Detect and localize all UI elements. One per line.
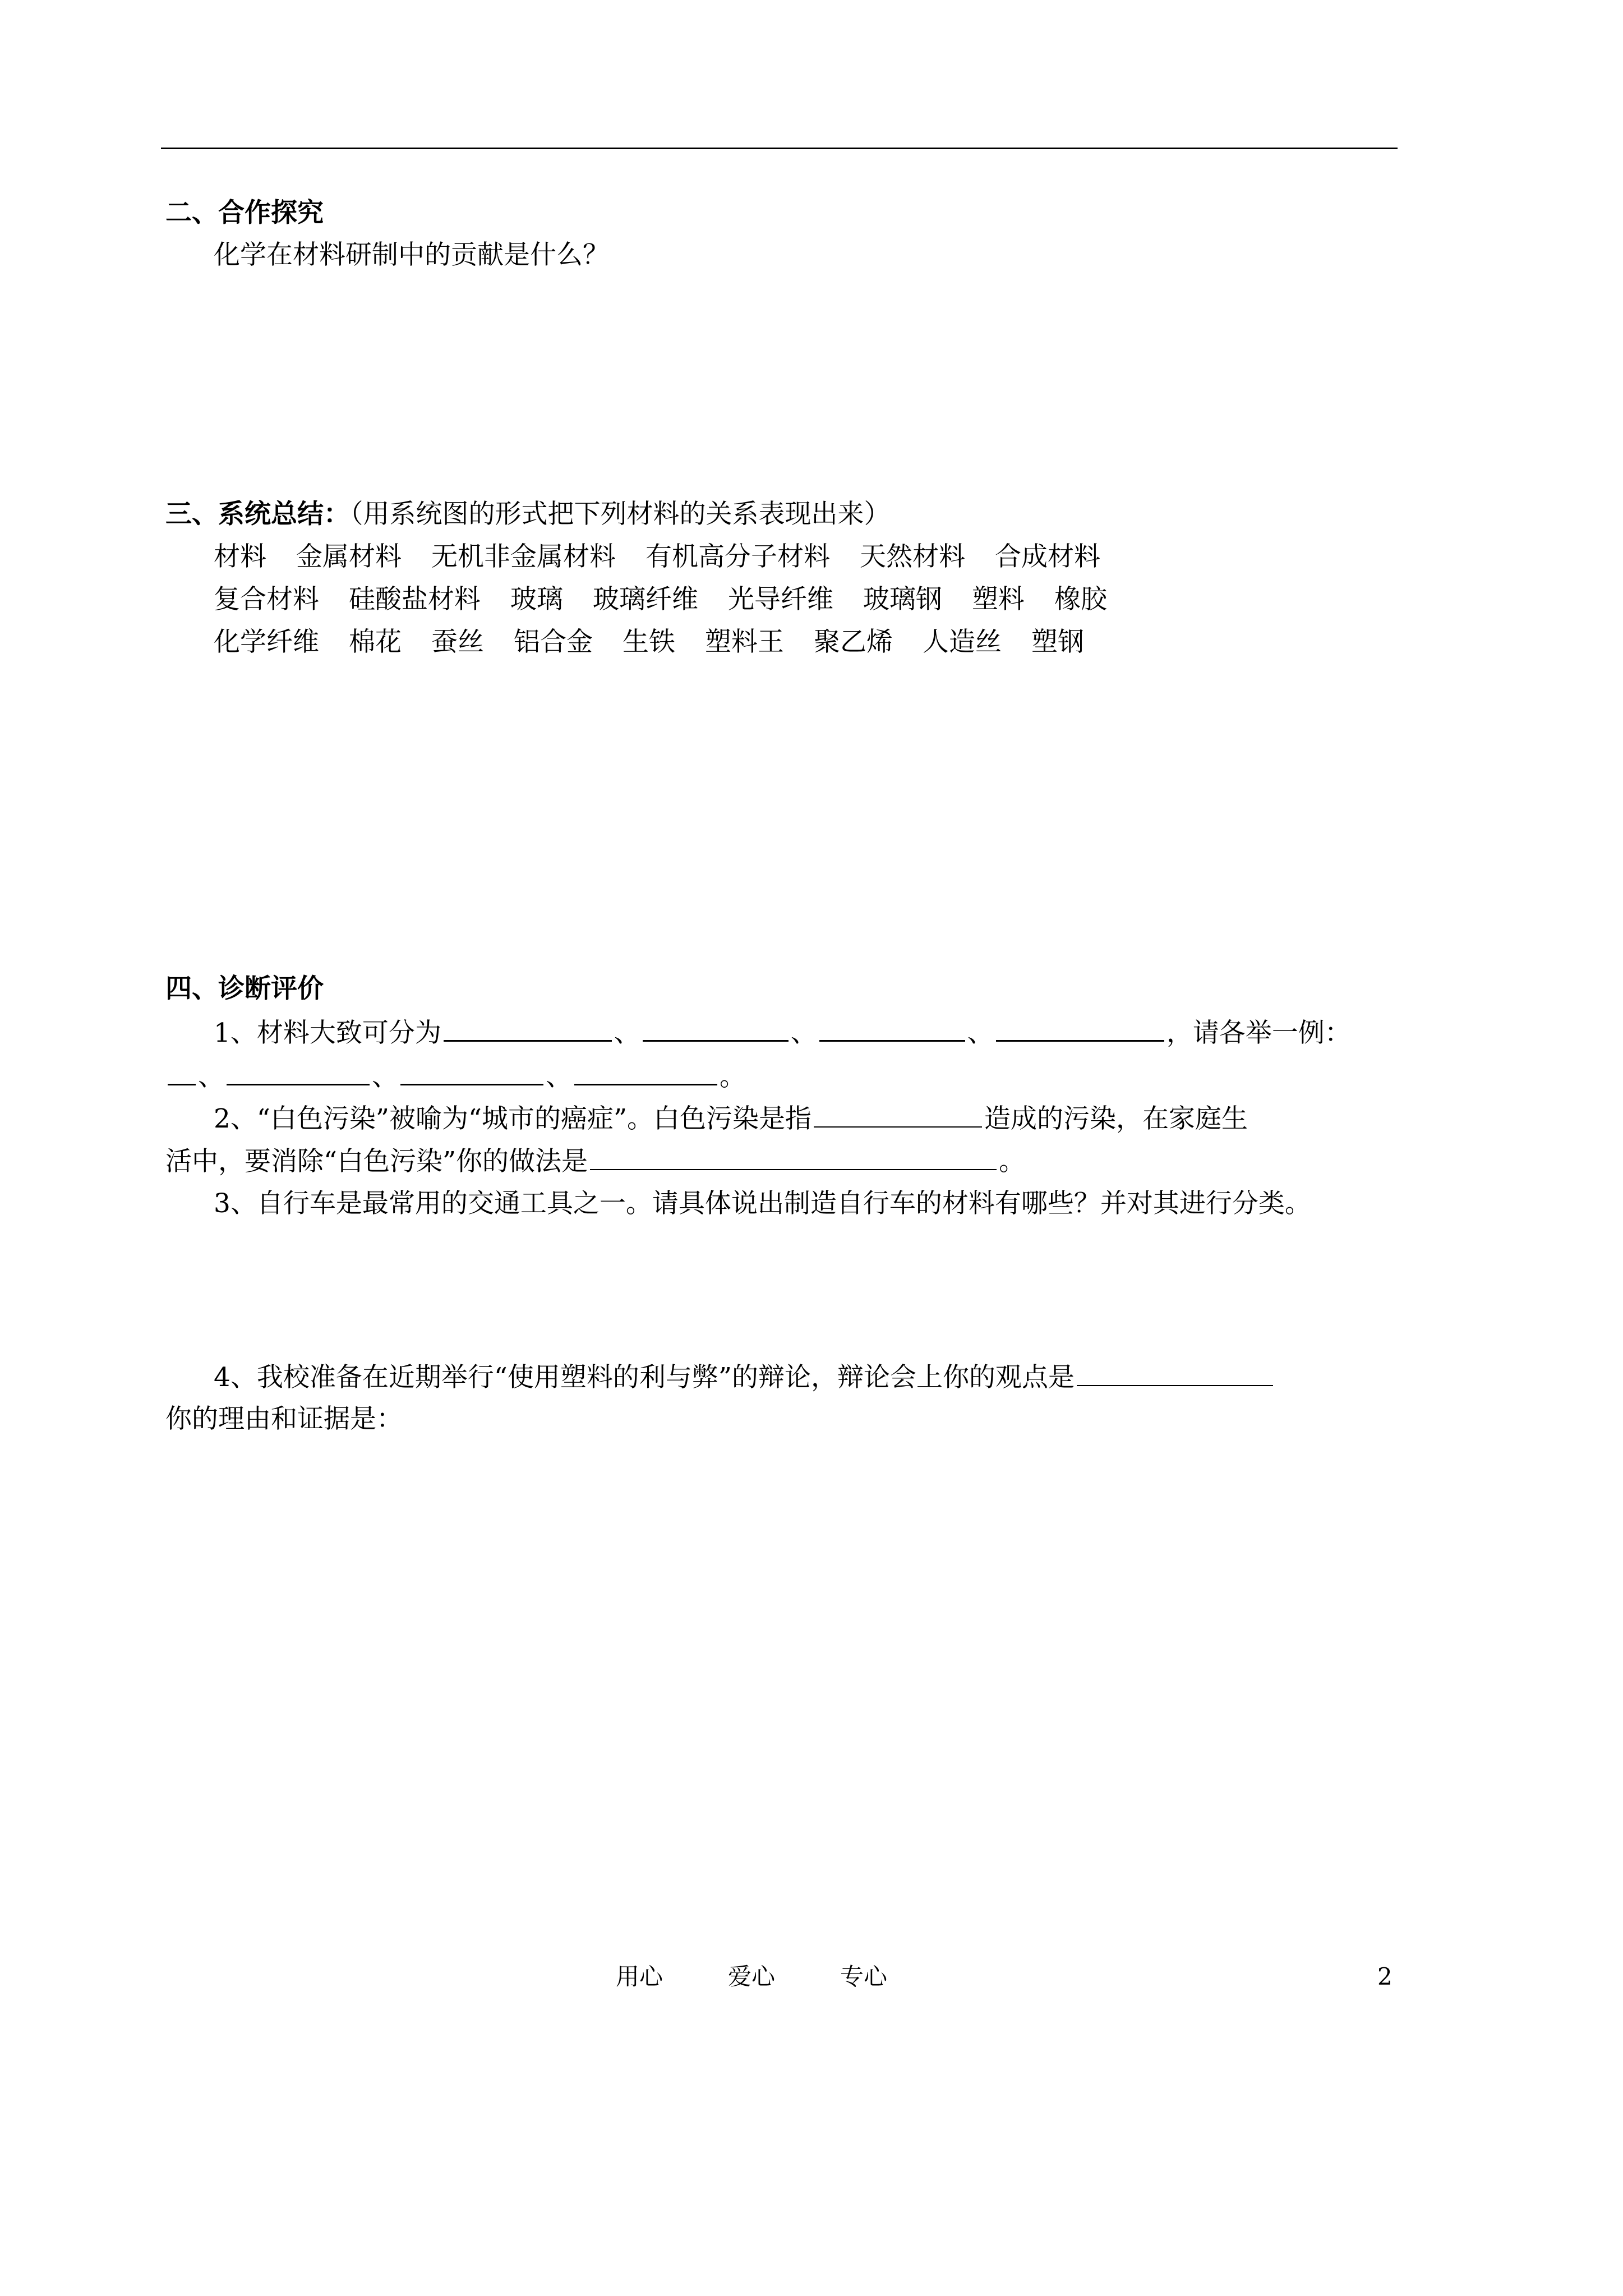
question-2-line-1 (214, 1102, 1248, 1136)
question-4-line-2: 你的理由和证据是： (165, 1404, 403, 1434)
answer-blank[interactable] (444, 1015, 612, 1042)
material-term: 合成材料 (995, 541, 1100, 572)
material-term: 无机非金属材料 (431, 541, 616, 572)
separator: 、 (614, 1018, 640, 1048)
material-term: 铝合金 (514, 627, 593, 657)
material-term: 棉花 (349, 627, 402, 657)
section4-heading: 四、诊断评价 (165, 973, 324, 1004)
header-rule (161, 148, 1398, 149)
material-term: 硅酸盐材料 (349, 584, 481, 615)
question-1-line-2 (165, 1059, 746, 1094)
separator: 、 (790, 1018, 817, 1048)
material-term: 塑料 (972, 584, 1025, 615)
q1-prefix: 1、材料大致可分为 (214, 1018, 441, 1048)
question-4-line-1 (214, 1360, 1275, 1395)
answer-blank[interactable] (574, 1059, 717, 1085)
material-term: 玻璃纤维 (593, 584, 698, 615)
footer-item: 专心 (840, 1963, 888, 1990)
footer-item: 用心 (616, 1963, 663, 1990)
material-term: 有机高分子材料 (645, 541, 830, 572)
page-number: 2 (1377, 1963, 1393, 1990)
section3-heading: 三、系统总结： (165, 499, 350, 530)
answer-blank[interactable] (400, 1059, 543, 1085)
section2-question: 化学在材料研制中的贡献是什么？ (214, 240, 609, 270)
material-term: 塑料王 (705, 627, 784, 657)
answer-blank[interactable] (168, 1059, 196, 1085)
answer-blank[interactable] (227, 1059, 370, 1085)
section3-note: （用系统图的形式把下列材料的关系表现出来） (350, 499, 891, 530)
answer-blank[interactable] (643, 1015, 789, 1042)
material-term: 化学纤维 (214, 627, 319, 657)
material-term: 金属材料 (296, 541, 402, 572)
question-3: 3、自行车是最常用的交通工具之一。请具体说出制造自行车的材料有哪些？并对其进行分类。 (214, 1188, 1311, 1219)
question-1-line-1 (214, 1015, 1351, 1050)
material-term: 橡胶 (1054, 584, 1107, 615)
material-term: 生铁 (623, 627, 675, 657)
q2-mid: 造成的污染，在家庭生 (984, 1103, 1248, 1134)
answer-blank[interactable] (814, 1102, 982, 1128)
materials-row-3 (214, 625, 1114, 659)
q4-text: 4、我校准备在近期举行“使用塑料的利与弊”的辩论，辩论会上你的观点是 (214, 1362, 1075, 1393)
section3-heading-line (165, 498, 891, 531)
material-term: 光导纤维 (728, 584, 833, 615)
material-term: 天然材料 (860, 541, 965, 572)
materials-row-1 (214, 540, 1130, 574)
separator: 、 (372, 1061, 398, 1092)
answer-blank[interactable] (590, 1144, 997, 1170)
material-term: 人造丝 (923, 627, 1002, 657)
q2-line2: 活中，要消除“白色污染”你的做法是 (165, 1146, 588, 1177)
answer-blank[interactable] (819, 1015, 965, 1042)
period: 。 (999, 1146, 1026, 1177)
footer-item: 爱心 (728, 1963, 776, 1990)
period: 。 (720, 1061, 746, 1092)
answer-blank[interactable] (996, 1015, 1164, 1042)
material-term: 玻璃钢 (863, 584, 942, 615)
separator: 、 (546, 1061, 572, 1092)
material-term: 聚乙烯 (814, 627, 893, 657)
material-term: 塑钢 (1031, 627, 1084, 657)
material-term: 蚕丝 (431, 627, 484, 657)
separator: 、 (198, 1061, 224, 1092)
answer-blank[interactable] (1077, 1360, 1273, 1386)
material-term: 玻璃 (510, 584, 563, 615)
q2-prefix: 2、“白色污染”被喻为“城市的癌症”。白色污染是指 (214, 1103, 812, 1134)
section2-heading: 二、合作探究 (165, 197, 324, 228)
q1-mid: ，请各举一例： (1166, 1018, 1351, 1048)
material-term: 复合材料 (214, 584, 319, 615)
separator: 、 (967, 1018, 994, 1048)
material-term: 材料 (214, 541, 266, 572)
materials-row-2 (214, 583, 1137, 616)
question-2-line-2 (165, 1144, 1025, 1179)
